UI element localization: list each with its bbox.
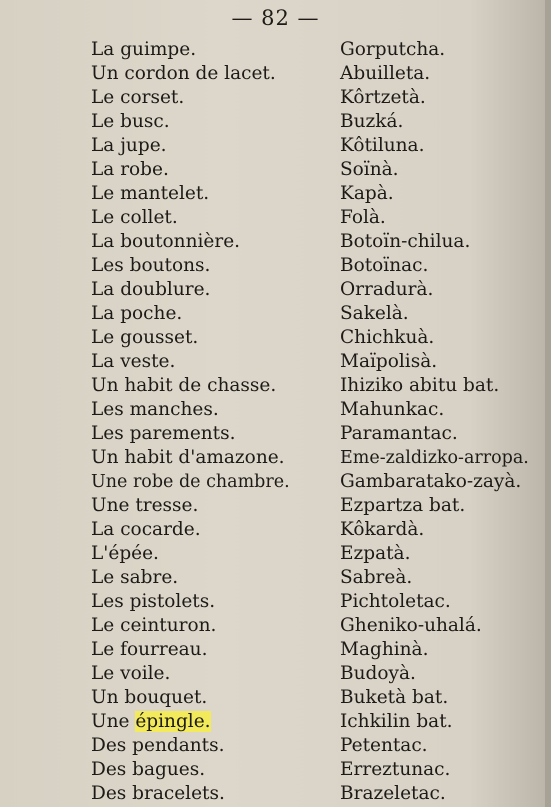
- french-term: La veste.: [91, 351, 176, 372]
- basque-term: Pichtoletac.: [340, 591, 451, 612]
- french-term: Le collet.: [91, 207, 178, 228]
- french-term: Des bagues.: [91, 759, 206, 780]
- basque-term: Ihiziko abitu bat.: [340, 375, 500, 396]
- french-term: La doublure.: [91, 279, 211, 300]
- list-item: [0, 686, 551, 710]
- french-term: La robe.: [91, 159, 169, 180]
- page-edge-shadow: [545, 0, 551, 807]
- list-item: [0, 614, 551, 638]
- list-item: [0, 758, 551, 782]
- list-item: [0, 782, 551, 806]
- french-term: Un habit d'amazone.: [91, 447, 285, 468]
- french-term: Une robe de chambre.: [91, 472, 290, 492]
- french-term: Le ceinturon.: [91, 615, 217, 636]
- basque-term: Ezpatà.: [340, 543, 411, 564]
- basque-term: Erreztunac.: [340, 759, 451, 780]
- french-term: Une tresse.: [91, 495, 199, 516]
- french-term: [91, 710, 211, 734]
- french-term: La cocarde.: [91, 519, 201, 540]
- list-item: [0, 494, 551, 518]
- list-item: [0, 326, 551, 350]
- basque-term: Buzká.: [340, 111, 404, 132]
- list-item: [0, 38, 551, 62]
- basque-term: Botoïnac.: [340, 255, 429, 276]
- french-term: Les boutons.: [91, 255, 211, 276]
- french-term: La jupe.: [91, 135, 167, 156]
- french-term: La boutonnière.: [91, 231, 241, 252]
- list-item: [0, 590, 551, 614]
- french-term: Le sabre.: [91, 567, 179, 588]
- list-item: [0, 86, 551, 110]
- list-item: [0, 422, 551, 446]
- list-item: [0, 278, 551, 302]
- french-term: Le mantelet.: [91, 183, 210, 204]
- french-term: Un cordon de lacet.: [91, 63, 276, 84]
- list-item: [0, 62, 551, 86]
- french-term: Un habit de chasse.: [91, 375, 277, 396]
- list-item: [0, 470, 551, 494]
- french-term: Les pistolets.: [91, 591, 216, 612]
- basque-term: Maïpolisà.: [340, 351, 438, 372]
- french-term: Les manches.: [91, 399, 219, 420]
- basque-term: Mahunkac.: [340, 399, 445, 420]
- list-item: [0, 110, 551, 134]
- list-item: [0, 542, 551, 566]
- basque-term: Kôkardà.: [340, 519, 425, 540]
- list-item: [0, 734, 551, 758]
- highlighted-word: épingle.: [135, 711, 211, 732]
- list-item: [0, 638, 551, 662]
- list-item: [0, 398, 551, 422]
- list-item: [0, 158, 551, 182]
- french-term: Des pendants.: [91, 735, 225, 756]
- french-term: L'épée.: [91, 543, 159, 564]
- french-term: Un bouquet.: [91, 687, 208, 708]
- basque-term: Soïnà.: [340, 159, 399, 180]
- list-item: [0, 254, 551, 278]
- basque-term: Orradurà.: [340, 279, 434, 300]
- list-item: [0, 374, 551, 398]
- list-item: [0, 518, 551, 542]
- basque-term: Ichkilin bat.: [340, 711, 453, 732]
- basque-term: Brazeletac.: [340, 783, 446, 804]
- basque-term: Maghinà.: [340, 639, 429, 660]
- list-item: [0, 662, 551, 686]
- french-term: Le gousset.: [91, 327, 199, 348]
- french-term: Les parements.: [91, 423, 236, 444]
- list-item: [0, 350, 551, 374]
- basque-term: Sakelà.: [340, 303, 409, 324]
- basque-term: Petentac.: [340, 735, 428, 756]
- basque-term: Abuilleta.: [340, 63, 431, 84]
- list-item: [0, 302, 551, 326]
- list-item: [0, 710, 551, 734]
- list-item: [0, 230, 551, 254]
- list-item: [0, 182, 551, 206]
- list-item: [0, 566, 551, 590]
- french-term: Le fourreau.: [91, 639, 208, 660]
- french-term: Le voile.: [91, 663, 171, 684]
- basque-term: Gorputcha.: [340, 39, 446, 60]
- basque-term: Kôtiluna.: [340, 135, 425, 156]
- french-term: Le busc.: [91, 111, 170, 132]
- basque-term: Paramantac.: [340, 423, 458, 444]
- basque-term: Folà.: [340, 207, 386, 228]
- basque-term: Buketà bat.: [340, 687, 449, 708]
- french-term: Le corset.: [91, 87, 185, 108]
- basque-term: Sabreà.: [340, 567, 413, 588]
- french-term: La poche.: [91, 303, 183, 324]
- basque-term: Budoyà.: [340, 663, 416, 684]
- list-item: [0, 446, 551, 470]
- basque-term: Kôrtzetà.: [340, 87, 426, 108]
- basque-term: Gambaratako-zayà.: [340, 471, 522, 492]
- page-number: — 82 —: [231, 6, 320, 30]
- list-item: [0, 206, 551, 230]
- basque-term: Gheniko-uhalá.: [340, 615, 482, 636]
- french-term: Des bracelets.: [91, 783, 225, 804]
- basque-term: Botoïn-chilua.: [340, 231, 471, 252]
- french-term: La guimpe.: [91, 39, 197, 60]
- basque-term: Kapà.: [340, 183, 394, 204]
- basque-term: Ezpartza bat.: [340, 495, 466, 516]
- french-term-prefix: Une: [91, 711, 136, 732]
- basque-term: Chichkuà.: [340, 327, 435, 348]
- list-item: [0, 134, 551, 158]
- basque-term: Eme-zaldizko-arropa.: [340, 448, 529, 468]
